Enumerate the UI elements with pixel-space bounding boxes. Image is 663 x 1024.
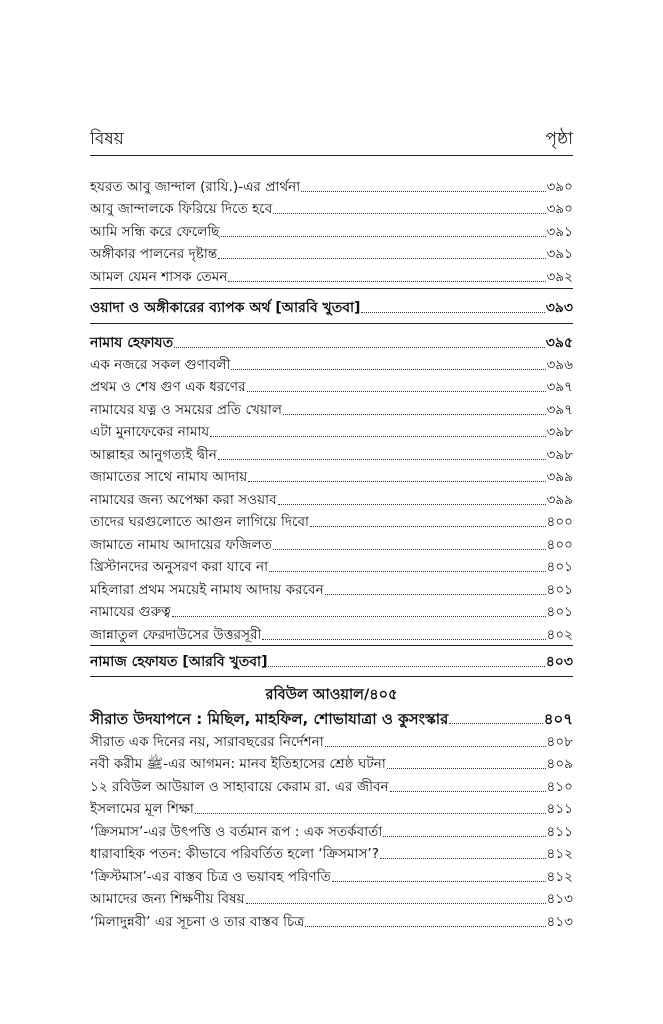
toc-group-1	[90, 173, 573, 286]
toc-entry: মহিলারা প্রথম সময়েই নামায আদায় করবেন ৪০১	[90, 581, 573, 598]
toc-entry: আল্লাহর আনুগত্যই দ্বীন ৩৯৮	[90, 446, 573, 463]
toc-group-2	[90, 351, 573, 644]
toc-entry: নামাযের জন্য অপেক্ষা করা সওয়াব ৩৯৯	[90, 491, 573, 508]
toc-entry: ‘ক্রিসমাস’-এর উৎপত্তি ও বর্তমান রূপ : এক সতর্কবার্তা ৪১১	[90, 823, 573, 840]
toc-entry: ‘মিলাদুন্নবী’ এর সূচনা ও তার বাস্তব চিত্র ৪১৩	[90, 913, 573, 930]
header-page-label: পৃষ্ঠা	[545, 129, 573, 149]
toc-entry: নামাযের যত্ন ও সময়ের প্রতি খেয়াল ৩৯৭	[90, 401, 573, 418]
toc-entry: আমি সন্ধি করে ফেলেছি ৩৯১	[90, 223, 573, 240]
toc-entry: তাদের ঘরগুলোতে আগুন লাগিয়ে দিবো ৪০০	[90, 514, 573, 530]
toc-header	[90, 128, 573, 154]
toc-entry: জামাতে নামায আদায়ের ফজিলত ৪০০	[90, 536, 573, 553]
toc-entry: ‘ক্রিস্টমাস’-এর বাস্তব চিত্র ও ভয়াবহ পরিণতি ৪১২	[90, 868, 573, 885]
toc-entry: অঙ্গীকার পালনের দৃষ্টান্ত ৩৯১	[90, 246, 573, 262]
toc-heading-4: সীরাত উদযাপনে : মিছিল, মাহফিল, শোভাযাত্রা ও কুসংস্কার ৪০৭	[90, 710, 573, 728]
toc-entry: এটা মুনাফেকের নামায ৩৯৮	[90, 424, 573, 440]
toc-entry: ধারাবাহিক পতন: কীভাবে পরিবর্তিত হলো ‘ক্রিসমাস’? ৪১২	[90, 846, 573, 862]
toc-heading-3: নামাজ হেফাযত [আরবি খুতবা] ৪০৩	[90, 653, 573, 670]
toc-entry: নবী করীম ﷺ-এর আগমন: মানব ইতিহাসের শ্রেষ্ঠ ঘটনা ৪০৯	[90, 756, 573, 772]
toc-entry: আমাদের জন্য শিক্ষণীয় বিষয় ৪১৩	[90, 891, 573, 907]
section-divider	[90, 645, 573, 646]
header-subject-label: বিষয়	[90, 129, 124, 149]
toc-entry: হযরত আবু জান্দাল (রাযি.)-এর প্রার্থনা ৩৯০	[90, 178, 573, 195]
toc-entry: প্রথম ও শেষ গুণ এক ধরণের ৩৯৭	[90, 379, 573, 395]
toc-entry: আবু জান্দালকে ফিরিয়ে দিতে হবে ৩৯০	[90, 201, 573, 217]
section-divider	[90, 676, 573, 677]
toc-entry: আমল যেমন শাসক তেমন ৩৯২	[90, 268, 573, 285]
toc-entry: খ্রিস্টানদের অনুসরণ করা যাবে না ৪০১	[90, 559, 573, 575]
toc-entry: জামাতের সাথে নামায আদায় ৩৯৯	[90, 469, 573, 485]
toc-entry: জান্নাতুল ফেরদাউসের উত্তরসূরী ৪০২	[90, 626, 573, 643]
section-divider	[90, 288, 573, 289]
section-divider	[90, 323, 573, 324]
section-title: রবিউল আওয়াল/৪০৫	[265, 687, 398, 703]
toc-entry: নামাযের গুরুত্ব ৪০১	[90, 604, 573, 620]
header-divider	[90, 155, 573, 156]
toc-heading-1: ওয়াদা ও অঙ্গীকারের ব্যাপক অর্থ [আরবি খুতবা] ৩৯৩	[90, 299, 573, 316]
toc-group-3	[90, 728, 573, 931]
toc-entry: ইসলামের মূল শিক্ষা ৪১১	[90, 801, 573, 817]
toc-entry: সীরাত এক দিনের নয়, সারাবছরের নির্দেশনা ৪০৮	[90, 733, 573, 750]
toc-entry: এক নজরে সকল গুণাবলী ৩৯৬	[90, 356, 573, 373]
toc-entry: ১২ রবিউল আউয়াল ও সাহাবায়ে কেরাম রা. এর জীবন ৪১০	[90, 778, 573, 795]
toc-heading-2: নামায হেফাযত ৩৯৫	[90, 334, 573, 351]
